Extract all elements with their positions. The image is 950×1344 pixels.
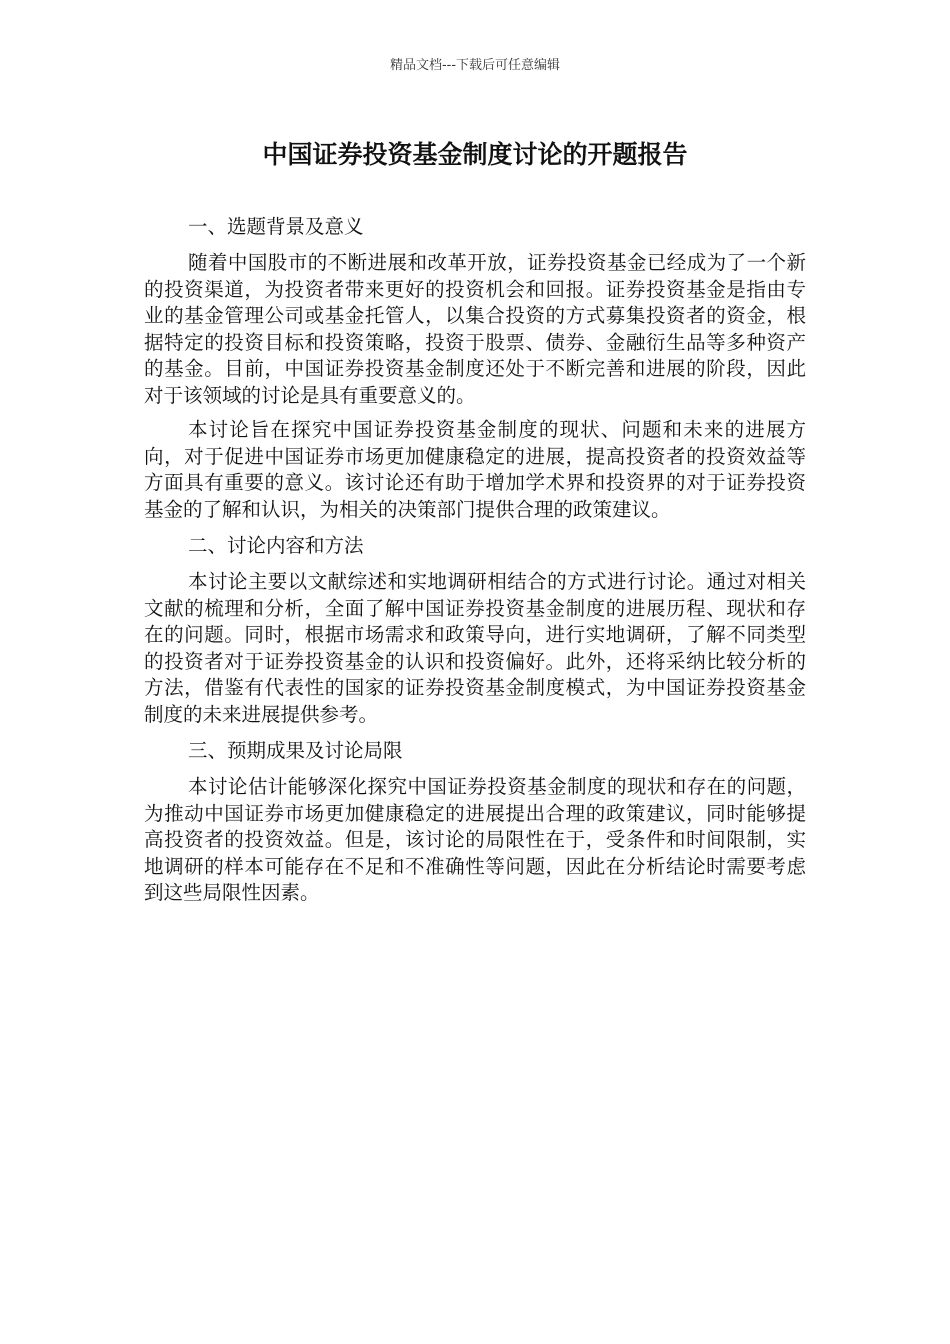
section-heading: 三、预期成果及讨论局限 xyxy=(188,739,403,762)
section-background xyxy=(144,212,806,523)
document-body xyxy=(144,212,806,915)
section-heading: 一、选题背景及意义 xyxy=(188,215,364,238)
paragraph: 本讨论主要以文献综述和实地调研相结合的方式进行讨论。通过对相关文献的梳理和分析，全面了解中国证券投资基金制度的进展历程、现状和存在的问题。同时，根据市场需求和政策导向，进行实地调研，了解不同类型的投资者对于证券投资基金的认识和投资偏好。此外，还将采纳比较分析的方法，借鉴有代表性的国家的证券投资基金制度模式，为中国证券投资基金制度的未来进展提供参考。 xyxy=(144,570,806,726)
section-heading: 二、讨论内容和方法 xyxy=(188,534,364,557)
paragraph: 本讨论旨在探究中国证券投资基金制度的现状、问题和未来的进展方向，对于促进中国证券市场更加健康稳定的进展，提高投资者的投资效益等方面具有重要的意义。该讨论还有助于增加学术界和投资界的对于证券投资基金的了解和认识，为相关的决策部门提供合理的政策建议。 xyxy=(144,418,806,521)
document-title: 中国证券投资基金制度讨论的开题报告 xyxy=(262,140,688,169)
section-content-method xyxy=(144,531,806,728)
paragraph: 随着中国股市的不断进展和改革开放，证券投资基金已经成为了一个新的投资渠道，为投资者带来更好的投资机会和回报。证券投资基金是指由专业的基金管理公司或基金托管人，以集合投资的方式募集投资者的资金，根据特定的投资目标和投资策略，投资于股票、债券、金融衍生品等多种资产的基金。目前，中国证券投资基金制度还处于不断完善和进展的阶段，因此对于该领域的讨论是具有重要意义的。 xyxy=(144,251,806,407)
section-expected-results xyxy=(144,736,806,907)
paragraph: 本讨论估计能够深化探究中国证券投资基金制度的现状和存在的问题，为推动中国证券市场更加健康稳定的进展提出合理的政策建议，同时能够提高投资者的投资效益。但是，该讨论的局限性在于，受条件和时间限制，实地调研的样本可能存在不足和不准确性等问题，因此在分析结论时需要考虑到这些局限性因素。 xyxy=(144,775,806,904)
page-header-note: 精品文档---下载后可任意编辑 xyxy=(389,58,561,73)
